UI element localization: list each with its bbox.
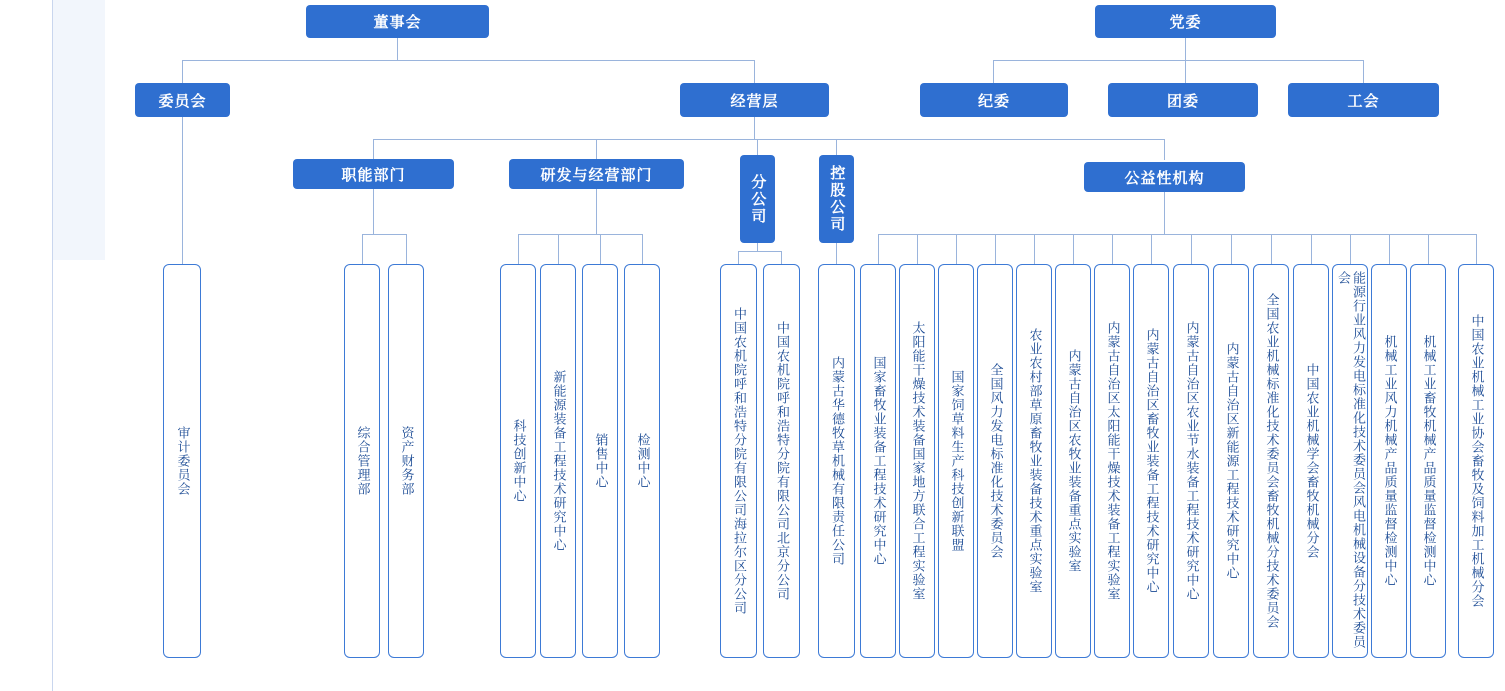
connector <box>754 117 755 139</box>
node-labor-union[interactable]: 工会 <box>1288 83 1439 117</box>
connector <box>781 251 782 264</box>
connector <box>1363 60 1364 83</box>
leaf-public-15[interactable]: 机械工业畜牧机械产品质量监督检测中心 <box>1410 264 1446 658</box>
leaf-sales-center[interactable]: 销售中心 <box>582 264 618 658</box>
connector <box>518 234 519 264</box>
connector <box>1185 60 1186 83</box>
connector <box>754 60 755 83</box>
connector <box>757 243 758 251</box>
connector <box>1112 234 1113 264</box>
connector <box>362 234 406 235</box>
leaf-public-5[interactable]: 农业农村部草原畜牧业装备技术重点实验室 <box>1016 264 1052 658</box>
leaf-general-management-dept[interactable]: 综合管理部 <box>344 264 380 658</box>
node-management-layer[interactable]: 经营层 <box>680 83 829 117</box>
connector <box>1185 38 1186 60</box>
connector <box>373 139 374 160</box>
leaf-public-3[interactable]: 国家饲草料生产科技创新联盟 <box>938 264 974 658</box>
node-committee[interactable]: 委员会 <box>135 83 230 117</box>
connector <box>518 234 642 235</box>
connector <box>993 60 1363 61</box>
connector <box>182 117 183 264</box>
connector <box>836 243 837 264</box>
node-rd-and-business-departments[interactable]: 研发与经营部门 <box>509 159 684 189</box>
connector <box>596 139 597 160</box>
connector <box>182 60 183 83</box>
leaf-hailar-branch[interactable]: 中国农机院呼和浩特分院有限公司海拉尔区分公司 <box>720 264 757 658</box>
leaf-public-11[interactable]: 全国农业机械标准化技术委员会畜牧机械分技术委员会 <box>1253 264 1289 658</box>
connector <box>362 234 363 264</box>
leaf-public-7[interactable]: 内蒙古自治区太阳能干燥技术装备工程实验室 <box>1094 264 1130 658</box>
leaf-public-6[interactable]: 内蒙古自治区农牧业装备重点实验室 <box>1055 264 1091 658</box>
leaf-audit-committee[interactable]: 审计委员会 <box>163 264 201 658</box>
connector <box>1191 234 1192 264</box>
connector <box>373 139 1164 140</box>
connector <box>878 234 1476 235</box>
connector <box>1311 234 1312 264</box>
left-tint-band <box>53 0 105 260</box>
connector <box>878 234 879 264</box>
connector <box>642 234 643 264</box>
leaf-public-2[interactable]: 太阳能干燥技术装备国家地方联合工程实验室 <box>899 264 935 658</box>
connector <box>956 234 957 264</box>
connector <box>738 251 781 252</box>
leaf-public-16[interactable]: 中国农业机械工业协会畜牧及饲料加工机械分会 <box>1458 264 1494 658</box>
leaf-beijing-branch[interactable]: 中国农机院呼和浩特分院有限公司北京分公司 <box>763 264 800 658</box>
node-branch-companies[interactable]: 分公司 <box>740 155 775 243</box>
connector <box>406 234 407 264</box>
connector <box>600 234 601 264</box>
node-discipline-committee[interactable]: 纪委 <box>920 83 1068 117</box>
connector <box>1350 234 1351 264</box>
connector <box>558 234 559 264</box>
connector <box>1164 192 1165 234</box>
leaf-huade-forage-machinery[interactable]: 内蒙古华德牧草机械有限责任公司 <box>818 264 855 658</box>
connector <box>738 251 739 264</box>
connector <box>1476 234 1477 264</box>
leaf-public-12[interactable]: 中国农业机械学会畜牧机械分会 <box>1293 264 1329 658</box>
connector <box>1151 234 1152 264</box>
connector <box>1389 234 1390 264</box>
connector <box>397 38 398 60</box>
leaf-new-energy-equipment-center[interactable]: 新能源装备工程技术研究中心 <box>540 264 576 658</box>
leaf-public-4[interactable]: 全国风力发电标准化技术委员会 <box>977 264 1013 658</box>
leaf-public-1[interactable]: 国家畜牧业装备工程技术研究中心 <box>860 264 896 658</box>
connector <box>373 189 374 234</box>
leaf-public-14[interactable]: 机械工业风力机械产品质量监督检测中心 <box>1371 264 1407 658</box>
connector <box>1271 234 1272 264</box>
leaf-asset-finance-dept[interactable]: 资产财务部 <box>388 264 424 658</box>
node-holding-companies[interactable]: 控股公司 <box>819 155 854 243</box>
node-public-welfare-institutions[interactable]: 公益性机构 <box>1084 162 1245 192</box>
connector <box>1164 139 1165 160</box>
connector <box>917 234 918 264</box>
connector <box>596 189 597 234</box>
connector <box>1428 234 1429 264</box>
leaf-public-13[interactable]: 能源行业风力发电标准化技术委员会风电机械设备分技术委员会 <box>1332 264 1368 658</box>
connector <box>1231 234 1232 264</box>
leaf-public-10[interactable]: 内蒙古自治区新能源工程技术研究中心 <box>1213 264 1249 658</box>
node-youth-league-committee[interactable]: 团委 <box>1108 83 1258 117</box>
connector <box>993 60 994 83</box>
leaf-public-8[interactable]: 内蒙古自治区畜牧业装备工程技术研究中心 <box>1133 264 1169 658</box>
leaf-sci-tech-innovation-center[interactable]: 科技创新中心 <box>500 264 536 658</box>
connector <box>182 60 755 61</box>
leaf-testing-center[interactable]: 检测中心 <box>624 264 660 658</box>
connector <box>1073 234 1074 264</box>
connector <box>995 234 996 264</box>
connector <box>1034 234 1035 264</box>
node-party-committee[interactable]: 党委 <box>1095 5 1276 38</box>
node-functional-departments[interactable]: 职能部门 <box>293 159 454 189</box>
leaf-public-9[interactable]: 内蒙古自治区农业节水装备工程技术研究中心 <box>1173 264 1209 658</box>
node-board-of-directors[interactable]: 董事会 <box>306 5 489 38</box>
